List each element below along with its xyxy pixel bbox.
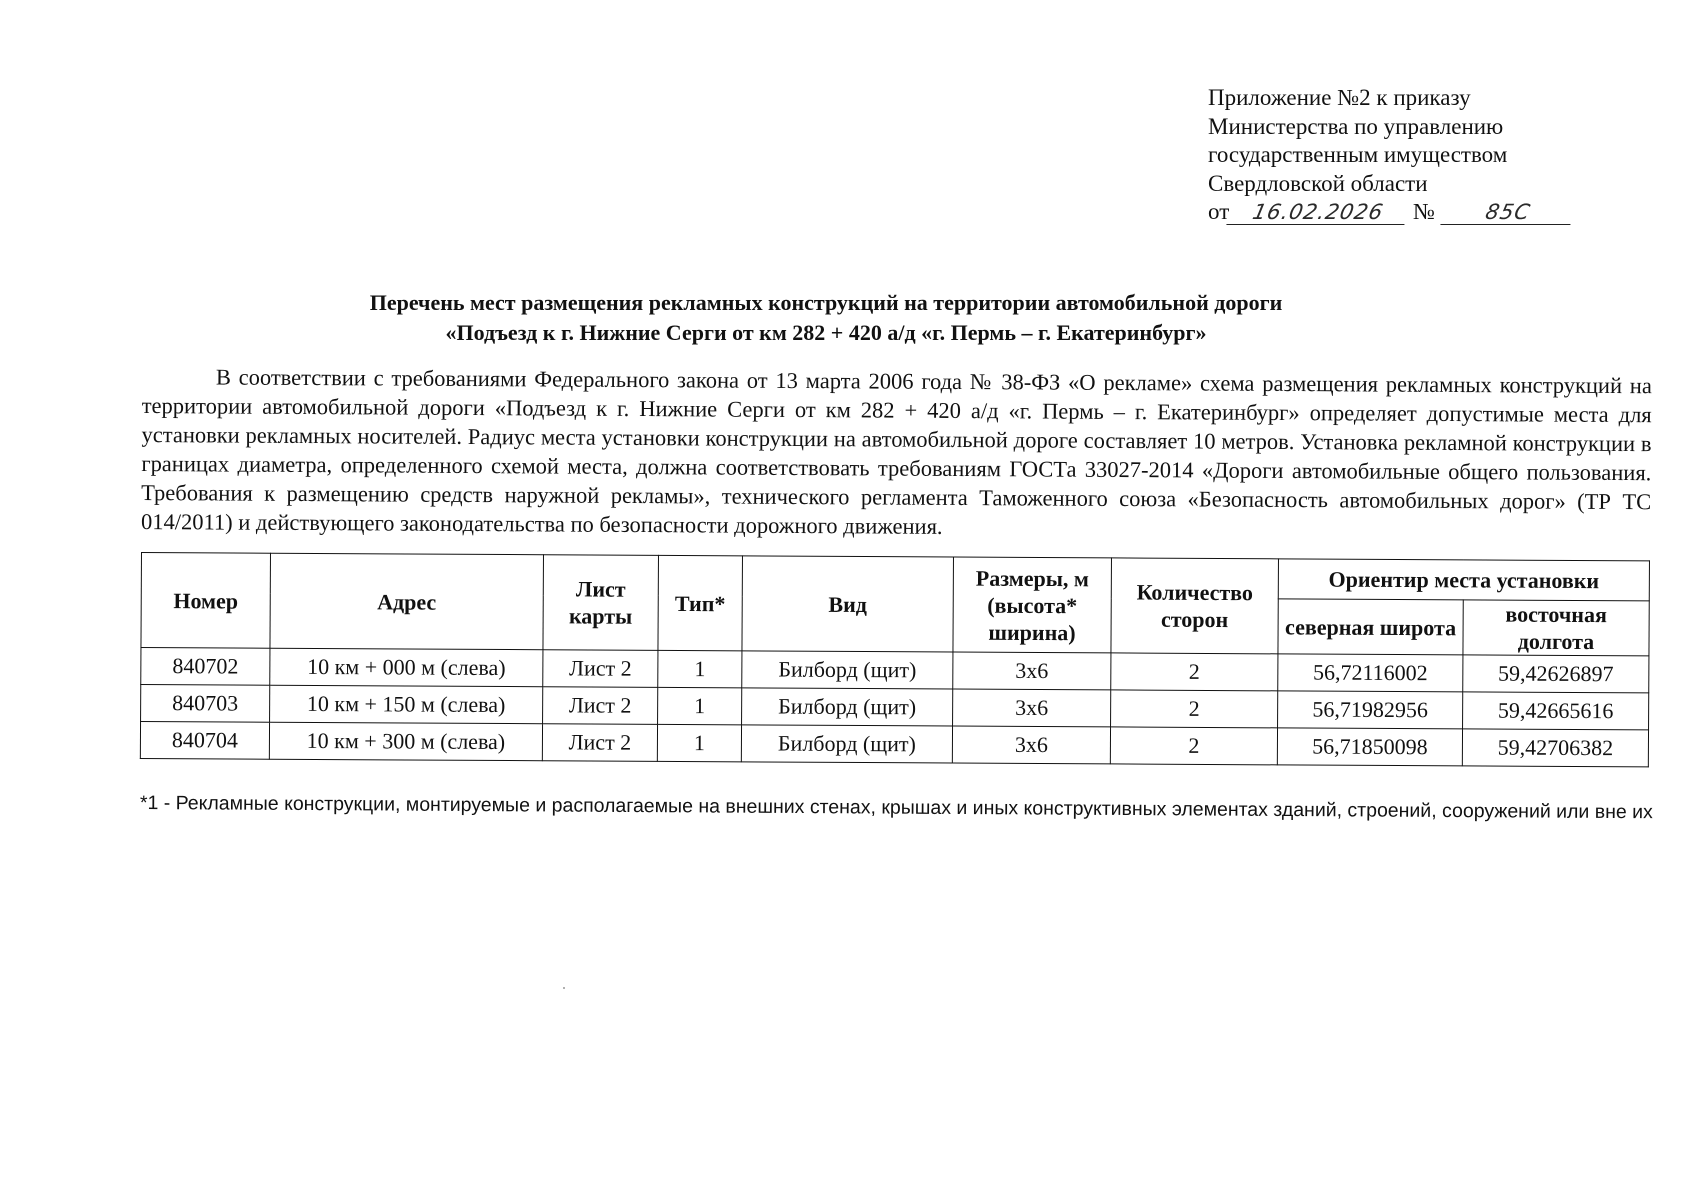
header-north-latitude: северная широта: [1278, 599, 1463, 655]
cell-size: 3х6: [953, 652, 1111, 690]
header-sides: Количество сторон: [1111, 558, 1279, 654]
footnote: *1 - Рекламные конструкции, монтируемые и располагаемые на внешних стенах, крышах и иных конструктивных элементах зданий, строений, сооружений или вне их: [139, 791, 1653, 824]
cell-address: 10 км + 000 м (слева): [270, 648, 543, 687]
date-prefix: от: [1208, 199, 1230, 224]
header-type: Тип*: [658, 555, 743, 650]
order-date-number: [1208, 198, 1573, 227]
header-address: Адрес: [270, 553, 544, 650]
header-number: Номер: [141, 553, 271, 649]
header-kind: Вид: [742, 556, 954, 652]
cell-type: 1: [658, 687, 742, 724]
document-title: [140, 288, 1512, 348]
appendix-line-2: Министерства по управлению: [1208, 113, 1504, 139]
cell-north: 56,72116002: [1278, 654, 1463, 692]
number-prefix: №: [1413, 199, 1435, 224]
header-landmark: Ориентир места установки: [1278, 559, 1649, 601]
header-sheet: Лист карты: [543, 555, 659, 651]
cell-type: 1: [657, 724, 741, 761]
scan-speck: [563, 987, 565, 989]
cell-kind: Билборд (щит): [741, 725, 952, 763]
cell-sides: 2: [1110, 727, 1277, 765]
cell-east: 59,42706382: [1462, 729, 1648, 767]
appendix-line-4: Свердловской области: [1208, 170, 1428, 196]
handwritten-number: 85С: [1440, 200, 1575, 225]
cell-number: 840704: [140, 722, 269, 760]
cell-address: 10 км + 150 м (слева): [270, 685, 543, 724]
cell-size: 3х6: [952, 726, 1110, 764]
cell-kind: Билборд (щит): [742, 688, 953, 726]
cell-east: 59,42665616: [1463, 692, 1649, 730]
cell-number: 840703: [141, 685, 270, 723]
cell-number: 840702: [141, 648, 270, 686]
cell-north: 56,71850098: [1277, 728, 1462, 766]
cell-type: 1: [658, 650, 742, 687]
cell-east: 59,42626897: [1463, 655, 1649, 693]
appendix-line-3: государственным имуществом: [1208, 142, 1508, 167]
table-row: [140, 722, 1648, 767]
cell-north: 56,71982956: [1278, 691, 1463, 729]
handwritten-date: 16.02.2026: [1227, 200, 1410, 225]
title-line-2: «Подъезд к г. Нижние Серги от км 282 + 420 а/д «г. Пермь – г. Екатеринбург»: [445, 320, 1207, 345]
cell-sides: 2: [1111, 653, 1278, 691]
cell-sheet: Лист 2: [543, 687, 658, 725]
places-table-wrapper: [140, 552, 1650, 767]
places-table: [140, 552, 1650, 767]
cell-kind: Билборд (щит): [742, 651, 953, 689]
cell-address: 10 км + 300 м (слева): [269, 722, 542, 761]
appendix-line-1: Приложение №2 к приказу: [1208, 85, 1471, 110]
intro-paragraph: В соответствии с требованиями Федерального закона от 13 марта 2006 года № 38-ФЗ «О рекламе» схема размещения рекламных конструкций на территории автомобильной дороги «Подъезд к г. Нижние Серги от км 282 + 420 а/д «г. Пермь – г. Екатеринбург» определяет допустимые места для установки рекламных носителей. Радиус места установки конструкции на автомобильной дороге составляет 10 метров. Установка рекламной конструкции в границах диаметра, определенного схемой места, должна соответствовать требованиям ГОСТа 33027-2014 «Дороги автомобильные общего пользования. Требования к размещению средств наружной рекламы», технического регламента Таможенного союза «Безопасность автомобильных дорог» (ТР ТС 014/2011) и действующего законодательства по безопасности дорожного движения.: [140, 364, 1652, 539]
cell-size: 3х6: [953, 689, 1111, 727]
header-size: Размеры, м (высота* ширина): [953, 557, 1112, 653]
cell-sides: 2: [1111, 690, 1278, 728]
cell-sheet: Лист 2: [543, 650, 658, 688]
header-east-longitude: восточная долгота: [1463, 600, 1649, 656]
cell-sheet: Лист 2: [542, 724, 657, 762]
title-line-1: Перечень мест размещения рекламных конструкций на территории автомобильной дороги: [369, 290, 1283, 315]
appendix-header: [1208, 84, 1573, 227]
